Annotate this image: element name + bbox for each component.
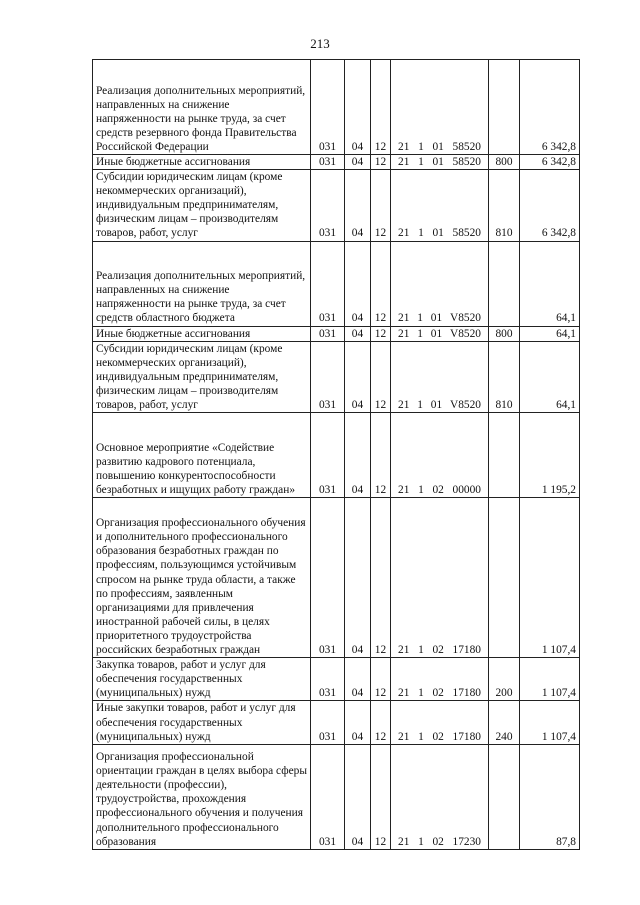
row-target-article-code <box>391 413 489 498</box>
row-name: Иные закупки товаров, работ и услуг для обеспечения государственных (муниципальных) нужд <box>93 701 311 744</box>
table-row <box>93 326 580 341</box>
row-expense-type-code: 800 <box>489 326 520 341</box>
row-section-code: 04 <box>345 60 371 155</box>
row-admin-code: 031 <box>311 241 345 326</box>
table-row <box>93 241 580 326</box>
budget-table <box>92 59 580 850</box>
target-article-parts <box>394 327 485 341</box>
row-name: Реализация дополнительных мероприятий, направленных на снижение напряженности на рынке труда, за счет средств областного бюджета <box>93 241 311 326</box>
row-amount: 6 342,8 <box>520 155 580 170</box>
row-expense-type-code: 200 <box>489 658 520 701</box>
row-name: Иные бюджетные ассигнования <box>93 326 311 341</box>
target-article-parts <box>394 140 485 154</box>
row-expense-type-code <box>489 498 520 658</box>
target-article-part: 17180 <box>452 687 481 700</box>
target-article-parts <box>394 483 485 497</box>
target-article-part: 58520 <box>452 156 481 168</box>
target-article-part: 1 <box>418 140 424 153</box>
target-article-parts <box>394 730 485 744</box>
row-subsection-code: 12 <box>371 701 391 744</box>
target-article-parts <box>394 835 485 849</box>
target-article-parts <box>394 311 485 325</box>
row-target-article-code <box>391 60 489 155</box>
row-section-code: 04 <box>345 658 371 701</box>
target-article-part: 1 <box>418 687 424 700</box>
target-article-part: 1 <box>417 327 423 340</box>
row-subsection-code: 12 <box>371 498 391 658</box>
target-article-part: V8520 <box>449 399 481 412</box>
target-article-part: 17230 <box>452 835 481 848</box>
row-target-article-code <box>391 341 489 412</box>
row-name: Основное мероприятие «Содействие развитию кадрового потенциала, повышению конкурентоспособности безработных и ищущих работу граждан» <box>93 413 311 498</box>
target-article-part: 1 <box>418 156 424 168</box>
row-name: Субсидии юридическим лицам (кроме некоммерческих организаций), индивидуальным предпринимателям, физическим лицам – производителям товаров, работ, услуг <box>93 170 311 241</box>
row-admin-code: 031 <box>311 701 345 744</box>
row-subsection-code: 12 <box>371 744 391 849</box>
row-expense-type-code <box>489 241 520 326</box>
page-number: 213 <box>310 36 330 51</box>
row-name: Реализация дополнительных мероприятий, направленных на снижение напряженности на рынке труда, за счет средств резервного фонда Правительства Российской Федерации <box>93 60 311 155</box>
row-admin-code: 031 <box>311 658 345 701</box>
target-article-part: 01 <box>432 227 444 240</box>
target-article-part: 21 <box>398 835 410 848</box>
row-target-article-code <box>391 701 489 744</box>
target-article-part: 02 <box>432 730 444 743</box>
target-article-part: 02 <box>432 687 444 700</box>
target-article-parts <box>394 686 485 700</box>
row-section-code: 04 <box>345 155 371 170</box>
row-amount: 1 107,4 <box>520 658 580 701</box>
target-article-part: 1 <box>418 484 424 497</box>
target-article-parts <box>394 398 485 412</box>
row-subsection-code: 12 <box>371 413 391 498</box>
target-article-part: 21 <box>398 312 410 325</box>
target-article-part: 21 <box>398 644 410 657</box>
table-row <box>93 413 580 498</box>
row-expense-type-code <box>489 413 520 498</box>
row-admin-code: 031 <box>311 155 345 170</box>
target-article-part: 21 <box>398 730 410 743</box>
row-subsection-code: 12 <box>371 326 391 341</box>
row-expense-type-code <box>489 744 520 849</box>
row-amount: 1 107,4 <box>520 498 580 658</box>
row-admin-code: 031 <box>311 326 345 341</box>
table-row <box>93 744 580 849</box>
target-article-part: 21 <box>398 327 410 340</box>
target-article-part: 02 <box>432 644 444 657</box>
row-section-code: 04 <box>345 326 371 341</box>
target-article-part: 01 <box>430 327 443 340</box>
table-row <box>93 701 580 744</box>
target-article-part: 58520 <box>452 140 481 153</box>
row-subsection-code: 12 <box>371 155 391 170</box>
row-subsection-code: 12 <box>371 341 391 412</box>
row-section-code: 04 <box>345 170 371 241</box>
target-article-part: 02 <box>432 835 444 848</box>
row-amount: 64,1 <box>520 241 580 326</box>
row-target-article-code <box>391 744 489 849</box>
table-row <box>93 498 580 658</box>
target-article-part: 21 <box>398 399 410 412</box>
table-row <box>93 170 580 241</box>
row-admin-code: 031 <box>311 744 345 849</box>
row-amount: 6 342,8 <box>520 170 580 241</box>
row-section-code: 04 <box>345 241 371 326</box>
target-article-parts <box>394 226 485 240</box>
table-row <box>93 60 580 155</box>
row-subsection-code: 12 <box>371 658 391 701</box>
row-admin-code: 031 <box>311 60 345 155</box>
row-amount: 87,8 <box>520 744 580 849</box>
row-target-article-code <box>391 658 489 701</box>
row-section-code: 04 <box>345 341 371 412</box>
row-admin-code: 031 <box>311 413 345 498</box>
table-row <box>93 155 580 170</box>
row-section-code: 04 <box>345 744 371 849</box>
target-article-part: 17180 <box>452 730 481 743</box>
row-section-code: 04 <box>345 498 371 658</box>
row-expense-type-code <box>489 60 520 155</box>
target-article-parts <box>394 155 485 169</box>
row-name: Закупка товаров, работ и услуг для обеспечения государственных (муниципальных) нужд <box>93 658 311 701</box>
target-article-part: 1 <box>418 644 424 657</box>
target-article-part: 01 <box>432 140 444 153</box>
target-article-part: 21 <box>398 156 410 168</box>
target-article-part: 1 <box>417 312 423 325</box>
table-row <box>93 658 580 701</box>
row-admin-code: 031 <box>311 341 345 412</box>
row-amount: 64,1 <box>520 326 580 341</box>
row-section-code: 04 <box>345 701 371 744</box>
target-article-part: 1 <box>418 227 424 240</box>
target-article-part: 01 <box>432 156 444 168</box>
target-article-part: 1 <box>418 835 424 848</box>
row-name: Субсидии юридическим лицам (кроме некоммерческих организаций), индивидуальным предпринимателям, физическим лицам – производителям товаров, работ, услуг <box>93 341 311 412</box>
row-expense-type-code: 810 <box>489 341 520 412</box>
row-subsection-code: 12 <box>371 60 391 155</box>
row-expense-type-code: 810 <box>489 170 520 241</box>
row-name: Организация профессиональной ориентации граждан в целях выбора сферы деятельности (профессии), трудоустройства, прохождения профессионального обучения и получения дополнительного профессионального образования <box>93 744 311 849</box>
target-article-part: 1 <box>418 730 424 743</box>
target-article-part: V8520 <box>449 327 481 340</box>
row-subsection-code: 12 <box>371 241 391 326</box>
row-amount: 1 195,2 <box>520 413 580 498</box>
row-amount: 64,1 <box>520 341 580 412</box>
target-article-part: 21 <box>398 687 410 700</box>
row-amount: 6 342,8 <box>520 60 580 155</box>
table-row <box>93 341 580 412</box>
target-article-part: 00000 <box>452 484 481 497</box>
row-name: Организация профессионального обучения и дополнительного профессионального образования безработных граждан по профессиям, пользующимся устойчивым спросом на рынке труда области, а также по профессиям, заявленным организациями для привлечения иностранной рабочей силы, в целях приоритетного трудоустройства российских безработных граждан <box>93 498 311 658</box>
row-target-article-code <box>391 326 489 341</box>
target-article-part: 21 <box>398 140 410 153</box>
target-article-part: 01 <box>430 399 443 412</box>
row-name: Иные бюджетные ассигнования <box>93 155 311 170</box>
row-expense-type-code: 800 <box>489 155 520 170</box>
target-article-part: 58520 <box>452 227 481 240</box>
row-target-article-code <box>391 241 489 326</box>
row-target-article-code <box>391 498 489 658</box>
row-target-article-code <box>391 155 489 170</box>
target-article-parts <box>394 643 485 657</box>
row-admin-code: 031 <box>311 170 345 241</box>
target-article-part: 17180 <box>452 644 481 657</box>
target-article-part: 01 <box>430 312 443 325</box>
target-article-part: 1 <box>417 399 423 412</box>
target-article-part: 02 <box>432 484 444 497</box>
target-article-part: 21 <box>398 484 410 497</box>
row-target-article-code <box>391 170 489 241</box>
row-subsection-code: 12 <box>371 170 391 241</box>
target-article-part: V8520 <box>449 312 481 325</box>
row-expense-type-code: 240 <box>489 701 520 744</box>
row-amount: 1 107,4 <box>520 701 580 744</box>
target-article-part: 21 <box>398 227 410 240</box>
row-section-code: 04 <box>345 413 371 498</box>
row-admin-code: 031 <box>311 498 345 658</box>
